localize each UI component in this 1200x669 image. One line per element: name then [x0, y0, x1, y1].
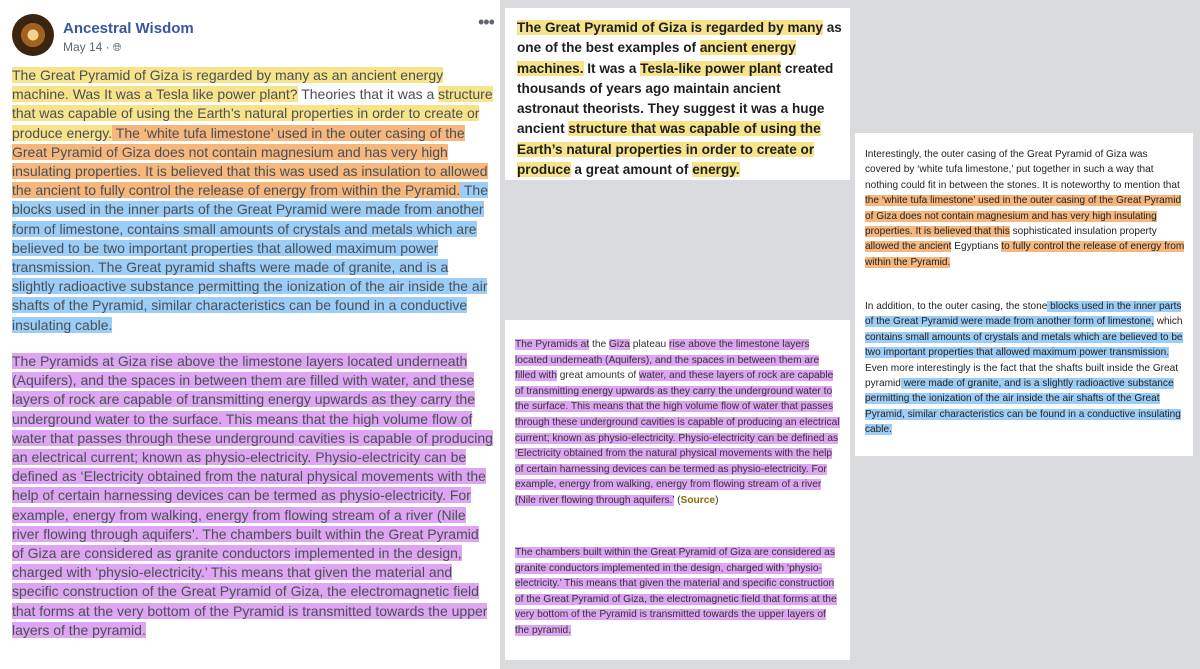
- highlight-purple: rise above the limestone layers located underneath (Aquifers), and the spaces in between them are filled with: [515, 339, 820, 382]
- facebook-post: [0, 0, 500, 669]
- highlight-yellow: energy.: [692, 162, 740, 178]
- highlight-yellow: ancient energy machines.: [517, 40, 796, 76]
- highlight-purple: water, and these layers of rock are capable of transmitting energy upwards as they carry the underground water to the surface. This means that the high volume flow of water that passes through these underground cavities is capable of producing an electrical current; known as physio-electricity. Physio-electricity can be defined as ‘Electricity obtained from the natural physical movements with the help of certain harnessing devices can be termed as physio-electricity. For example, energy from walking, energy from flowing stream of a river (Nile river flowing through aquifers.’: [515, 370, 840, 506]
- post-date[interactable]: May 14 ·: [63, 40, 110, 54]
- excerpt-2-paragraph-2: [515, 545, 840, 639]
- avatar[interactable]: [12, 14, 54, 56]
- excerpt-3-paragraph-2: [865, 299, 1185, 438]
- highlight-yellow: The Great Pyramid of Giza is regarded by many: [517, 20, 823, 35]
- post-paragraph-2: [12, 352, 494, 640]
- plain-text: ): [715, 494, 719, 506]
- highlight-purple: The Pyramids at: [515, 339, 590, 350]
- post-paragraph-1: [12, 66, 494, 335]
- highlight-orange: The ‘white tufa limestone’ used in the outer casing of the Great Pyramid of Giza does not contain magnesium and has very high insulating properties. It is believed that this was used as insulation to allowed the ancient to fully control the release of energy from within the Pyramid.: [12, 124, 488, 199]
- plain-text: Theories that it was a: [297, 86, 439, 103]
- excerpt-1-text: [517, 18, 842, 180]
- highlight-yellow: structure that was capable of using the Earth’s natural properties in order to create or produce energy.: [12, 86, 493, 141]
- plain-text: Interestingly, the outer casing of the Great Pyramid of Giza was covered by ‘white tufa limestone,’ put together in such a way that nothing could fit in between the stones. It is noteworthy to mention that: [865, 149, 1180, 191]
- more-options-icon[interactable]: •••: [478, 12, 494, 32]
- plain-text: as one of the best examples of: [517, 20, 842, 56]
- plain-text: Even more interestingly is the fact that the shafts built inside the Great pyramid: [865, 362, 1179, 390]
- highlight-blue: blocks used in the inner parts of the Great Pyramid were made from another form of limestone,: [865, 301, 1182, 328]
- globe-icon: 🌐︎: [112, 42, 122, 54]
- post-author[interactable]: Ancestral Wisdom: [63, 20, 194, 37]
- highlight-purple: Giza: [609, 339, 630, 350]
- excerpt-panel-1: [505, 8, 850, 180]
- source-link[interactable]: Source: [680, 494, 716, 506]
- plain-text: which: [1153, 316, 1183, 328]
- plain-text: Egyptians: [951, 241, 1002, 253]
- highlight-yellow: The Great Pyramid of Giza is regarded by many as an ancient energy machine. Was It was a Tesla like power plant?: [12, 67, 444, 103]
- excerpt-panel-3: [855, 133, 1193, 456]
- plain-text: the: [589, 339, 609, 350]
- plain-text: In addition, to the outer casing, the stone: [865, 301, 1048, 312]
- highlight-blue: were made of granite, and is a slightly radioactive substance permitting the ionization of the air inside the air shafts of the Great Pyramid, similar characteristics can be found in a conductive insulating cable.: [865, 378, 1181, 436]
- plain-text: It was a: [583, 60, 641, 76]
- plain-text: (: [674, 494, 681, 506]
- highlight-blue: contains small amounts of crystals and metals which are believed to be two important properties that allowed maximum power transmission.: [865, 331, 1183, 359]
- highlight-orange: to fully control the release of energy from within the Pyramid.: [865, 241, 1185, 268]
- plain-text: plateau: [629, 339, 670, 350]
- plain-text: a great amount of: [570, 162, 693, 178]
- excerpt-3-paragraph-1: [865, 147, 1185, 270]
- highlight-blue: The blocks used in the inner parts of the Great Pyramid were made from another form of limestone, contains small amounts of crystals and metals which are believed to be two important properties that allowed maximum power transmission. The Great pyramid shafts were made of granite, and is a slightly radioactive substance permitting the ionization of the air inside the air shafts of the Pyramid, similar characteristics can be found in a conductive insulating cable.: [12, 182, 488, 333]
- plain-text: sophisticated insulation property: [1009, 226, 1157, 238]
- highlight-yellow: Tesla-like power plant: [640, 60, 782, 76]
- plain-text: created thousands of years ago maintain ancient astronaut theorists. They suggest it was a huge ancient: [517, 60, 834, 137]
- highlight-orange: allowed the ancient: [865, 241, 952, 253]
- excerpt-panel-2: [505, 320, 850, 660]
- plain-text: great amounts of: [556, 370, 640, 382]
- highlight-purple: The chambers built within the Great Pyramid of Giza are considered as granite conductors implemented in the design, charged with ‘physio-electricity.’ This means that given the material and specific construction of the Great Pyramid of Giza, the electromagnetic field that forms at the very bottom of the Pyramid is transmitted towards the upper layers of the pyramid.: [515, 547, 837, 636]
- highlight-yellow: structure that was capable of using the Earth’s natural properties in order to create or produce: [517, 121, 821, 178]
- highlight-purple: The Pyramids at Giza rise above the limestone layers located underneath (Aquifers), and the spaces in between them are filled with water, and these layers of rock are capable of transmitting energy upwards as they carry the underground water to the surface. This means that the high volume flow of water that passes through these underground cavities is capable of producing an electrical current; known as physio-electricity. Physio-electricity can be defined as ‘Electricity obtained from the natural physical movements with the help of certain harnessing devices can be termed as physio-electricity. For example, energy from walking, energy from flowing stream of a river (Nile river flowing through aquifers’. The chambers built within the Great Pyramid of Giza are considered as granite conductors implemented in the design, charged with ‘physio-electricity.’ This means that given the material and specific construction of the Great Pyramid of Giza, the electromagnetic field that forms at the very bottom of the Pyramid is transmitted towards the upper layers of the pyramid.: [12, 353, 493, 638]
- highlight-orange: the ‘white tufa limestone’ used in the outer casing of the Great Pyramid of Giza does not contain magnesium and has very high insulating properties. It is believed that this: [865, 195, 1182, 238]
- excerpt-2-paragraph-1: [515, 337, 840, 509]
- post-meta: [63, 40, 122, 55]
